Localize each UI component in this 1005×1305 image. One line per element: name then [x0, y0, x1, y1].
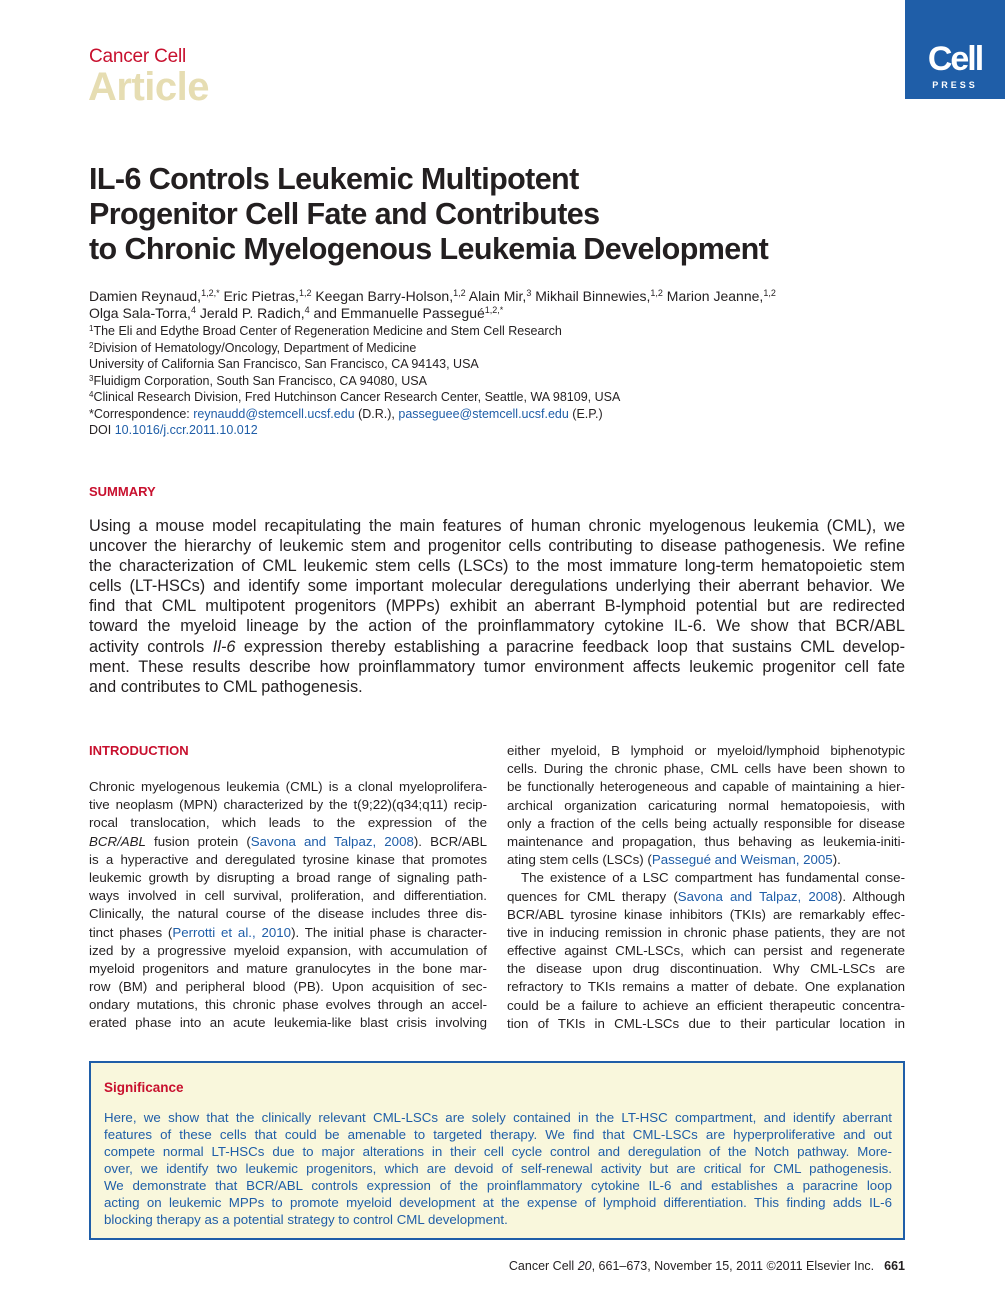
affil-text: The Eli and Edythe Broad Center of Regeneration Medicine and Stem Cell Research	[93, 324, 562, 338]
doi-link[interactable]: 10.1016/j.ccr.2011.10.012	[114, 423, 258, 437]
summary-line: cells (LT-HSCs) and identify some important molecular deregulations underlying their aberrant behavior. We	[89, 577, 905, 596]
doi	[89, 422, 909, 439]
article-title	[89, 162, 889, 267]
affil-number: 3	[89, 373, 94, 383]
title-line: Progenitor Cell Fate and Contributes	[89, 197, 600, 231]
text-span: ating stem cells (LSCs) (	[507, 852, 652, 868]
significance-heading: Significance	[104, 1080, 184, 1095]
text-line: tion of TKIs in CML-LSCs due to their particular location in	[507, 1015, 905, 1031]
author-affil-sup: 1,2,*	[484, 305, 504, 315]
author-affil-sup: 4	[190, 305, 196, 315]
text-line	[89, 833, 487, 851]
affil-text: University of California San Francisco, San Francisco, CA 94143, USA	[89, 357, 479, 371]
text-line: erated phase into an acute leukemia-like blast crisis involving	[89, 1015, 487, 1031]
significance-line: We demonstrate that BCR/ABL controls expression of the proinflammatory cytokine IL-6 and establishes a paracrine loop	[104, 1178, 892, 1193]
text-line: row (BM) and peripheral blood (PB). Upon acquisition of sec-	[89, 979, 487, 995]
author-name: Marion Jeanne,	[662, 288, 764, 304]
affiliation	[89, 373, 909, 390]
author-affil-sup: 1,2	[763, 288, 776, 298]
summary-heading: SUMMARY	[89, 484, 156, 499]
citation-link[interactable]: Perrotti et al., 2010	[172, 924, 292, 940]
text-line: refractory to TKIs remains a matter of debate. One explanation	[507, 979, 905, 995]
author-name: Mikhail Binnewies,	[531, 288, 651, 304]
text-span: fusion protein (	[145, 833, 251, 849]
author-name: and Emmanuelle Passegué	[309, 305, 485, 321]
text-line: is a hyperactive and deregulated tyrosine kinase that promotes	[89, 851, 487, 867]
significance-text	[104, 1109, 892, 1228]
affiliation	[89, 389, 909, 406]
citation-link[interactable]: Passegué and Weisman, 2005	[651, 852, 833, 868]
correspondence	[89, 406, 909, 423]
doi-label: DOI	[89, 423, 115, 437]
author-name: Damien Reynaud,	[89, 288, 202, 304]
author-affil-sup: 4	[304, 305, 310, 315]
text-span: ). BCR/ABL	[413, 833, 488, 849]
citation-link[interactable]: Savona and Talpaz, 2008	[250, 833, 414, 849]
summary-text: expression thereby establishing a paracrine feedback loop that sustains CML develop-	[235, 637, 905, 656]
text-line: cells. During the chronic phase, CML cells have been shown to	[507, 761, 905, 777]
significance-line: Here, we show that the clinically relevant CML-LSCs are solely contained in the LT-HSC compartment, and identify aberrant	[104, 1110, 892, 1125]
text-line	[507, 888, 905, 906]
text-line	[507, 851, 905, 869]
text-line: could be a failure to achieve an efficient therapeutic concentra-	[507, 997, 905, 1013]
text-line: only a fraction of the cells being actually responsible for disease	[507, 815, 905, 831]
correspondence-text: (D.R.),	[354, 406, 399, 421]
text-line: ondary mutations, this chronic phase evolves through an accel-	[89, 997, 487, 1013]
text-line: myeloid progenitors and mature granulocytes in the bone mar-	[89, 960, 487, 976]
footer-journal: Cancer Cell	[508, 1259, 578, 1273]
text-line: maintenance and propagation, thus behaving as leukemia-initi-	[507, 833, 905, 849]
journal-name: Cancer Cell	[89, 46, 187, 67]
author-name: Alain Mir,	[465, 288, 527, 304]
gene-name: BCR/ABL	[89, 833, 146, 849]
affil-text: Division of Hematology/Oncology, Department of Medicine	[93, 340, 417, 355]
text-span: ). Although	[837, 888, 905, 904]
author-line	[89, 305, 909, 322]
text-line: Chronic myelogenous leukemia (CML) is a clonal myeloprolifera-	[89, 779, 487, 794]
text-line: archical organization caricaturing normal hematopoiesis, with	[507, 797, 905, 813]
text-line: ized by a progressive myeloid expansion, with accumulation of	[89, 942, 487, 958]
summary-line	[89, 637, 905, 657]
affil-number: 2	[89, 340, 94, 350]
title-line: to Chronic Myelogenous Leukemia Development	[89, 232, 769, 266]
text-line: rocal translocation, which leads to the expression of the	[89, 815, 487, 831]
text-line: effective against CML-LSCs, which can persist and regenerate	[507, 943, 905, 959]
citation-link[interactable]: Savona and Talpaz, 2008	[677, 888, 838, 904]
text-line: The existence of a LSC compartment has fundamental conse-	[521, 870, 905, 886]
affil-text: Clinical Research Division, Fred Hutchinson Cancer Research Center, Seattle, WA 98109, USA	[93, 390, 621, 404]
significance-line: compete normal LT-HSCs due to major alterations in their cell cycle control and deregulation of the Notch pathway. More-	[104, 1144, 892, 1159]
summary-line: and contributes to CML pathogenesis.	[89, 677, 363, 696]
significance-box	[89, 1061, 905, 1240]
significance-line: acting on leukemic MPPs to promote myeloid development at the expense of lymphoid differentiation. This finding adds IL-6	[104, 1195, 892, 1210]
affil-number: 4	[89, 390, 94, 399]
author-affil-sup: 1,2	[298, 288, 312, 298]
author-name: Keegan Barry-Holson,	[311, 288, 454, 304]
text-span: tinct phases (	[89, 924, 173, 940]
text-span: quences for CML therapy (	[507, 888, 678, 904]
author-affil-sup: 3	[526, 288, 532, 298]
title-line: IL-6 Controls Leukemic Multipotent	[89, 162, 579, 196]
summary-paragraph	[89, 516, 905, 697]
summary-line: toward the myeloid lineage by the action of the proinflammatory cytokine IL-6. We show that BCR/ABL	[89, 617, 905, 636]
correspondence-label: *Correspondence:	[89, 406, 194, 421]
affiliation	[89, 340, 909, 357]
email-link-reynaud[interactable]: reynaudd@stemcell.ucsf.edu	[193, 406, 355, 421]
author-affil-sup: 1,2	[650, 288, 663, 298]
author-name: Jerald P. Radich,	[195, 305, 305, 321]
author-list	[89, 288, 909, 322]
footer-citation: , 661–673, November 15, 2011 ©2011 Elsevier Inc.	[591, 1259, 875, 1273]
article-type: Article	[88, 65, 209, 109]
text-line: BCR/ABL tyrosine kinase inhibitors (TKIs) are remarkably effec-	[507, 906, 905, 922]
summary-line: ment. These results describe how proinflammatory tumor environment affects leukemic progenitor cell fate	[89, 657, 905, 676]
text-line	[89, 924, 487, 942]
email-link-passegue[interactable]: passeguee@stemcell.ucsf.edu	[398, 406, 569, 421]
text-line: the disease upon drug discontinuation. Why CML-LSCs are	[507, 961, 905, 977]
text-span: ).	[832, 852, 841, 868]
affiliation	[89, 356, 909, 373]
author-affil-sup: 1,2,*	[201, 288, 220, 298]
summary-line: the characterization of CML leukemic stem cells (LSCs) to the most immature long-term hematopoietic stem	[89, 557, 905, 576]
summary-line: Using a mouse model recapitulating the main features of human chronic myelogenous leukemia (CML), we	[89, 517, 905, 535]
significance-line: over, we identify two leukemic progenitors, which are devoid of self-renewal activity but are critical for CML pathogenesis.	[104, 1161, 892, 1176]
summary-line: uncover the hierarchy of leukemic stem and progenitor cells contributing to disease pathogenesis. We refine	[89, 537, 905, 556]
text-line: ways involved in cell survival, proliferation, and differentiation.	[89, 888, 487, 904]
affiliation	[89, 323, 909, 340]
author-line	[89, 288, 909, 305]
text-line: leukemic growth by disrupting a broad range of signaling path-	[89, 869, 487, 885]
page-footer	[509, 1259, 905, 1273]
author-name: Eric Pietras,	[219, 288, 299, 304]
significance-line: features of these cells that could be amenable to targeted therapy. We find that CML-LSCs are hyperproliferative and out	[104, 1127, 892, 1142]
text-line: Clinically, the natural course of the disease includes three dis-	[89, 906, 487, 922]
text-line: tive in inducing remission in chronic phase patients, they are not	[507, 924, 905, 940]
author-name: Olga Sala-Torra,	[89, 305, 191, 321]
logo-sub-text: PRESS	[932, 80, 978, 90]
text-line: tive neoplasm (MPN) characterized by the t(9;22)(q34;q11) recip-	[89, 797, 487, 813]
correspondence-text: (E.P.)	[568, 406, 603, 421]
page-number: 661	[884, 1259, 905, 1273]
cell-press-logo	[905, 0, 1005, 99]
intro-column-left	[89, 778, 487, 1033]
text-span: ). The initial phase is character-	[291, 924, 487, 940]
logo-main-text: Cell	[927, 40, 983, 78]
text-line: either myeloid, B lymphoid or myeloid/lymphoid biphenotypic	[507, 743, 905, 758]
introduction-heading: INTRODUCTION	[89, 743, 189, 758]
affiliations	[89, 323, 909, 439]
affil-text: Fluidigm Corporation, South San Francisco, CA 94080, USA	[93, 373, 427, 388]
footer-volume: 20	[577, 1259, 592, 1273]
intro-column-right	[507, 742, 905, 1033]
text-line: be functionally heterogeneous and capable of maintaining a hier-	[507, 779, 905, 795]
summary-text: activity controls	[89, 637, 213, 656]
affil-number: 1	[89, 324, 94, 333]
gene-name: Il-6	[212, 637, 236, 656]
summary-line: find that CML multipotent progenitors (MPPs) exhibit an aberrant B-lymphoid potential but are redirected	[89, 597, 905, 616]
significance-line: blocking therapy as a potential strategy to control CML development.	[104, 1212, 508, 1227]
author-affil-sup: 1,2	[453, 288, 466, 298]
